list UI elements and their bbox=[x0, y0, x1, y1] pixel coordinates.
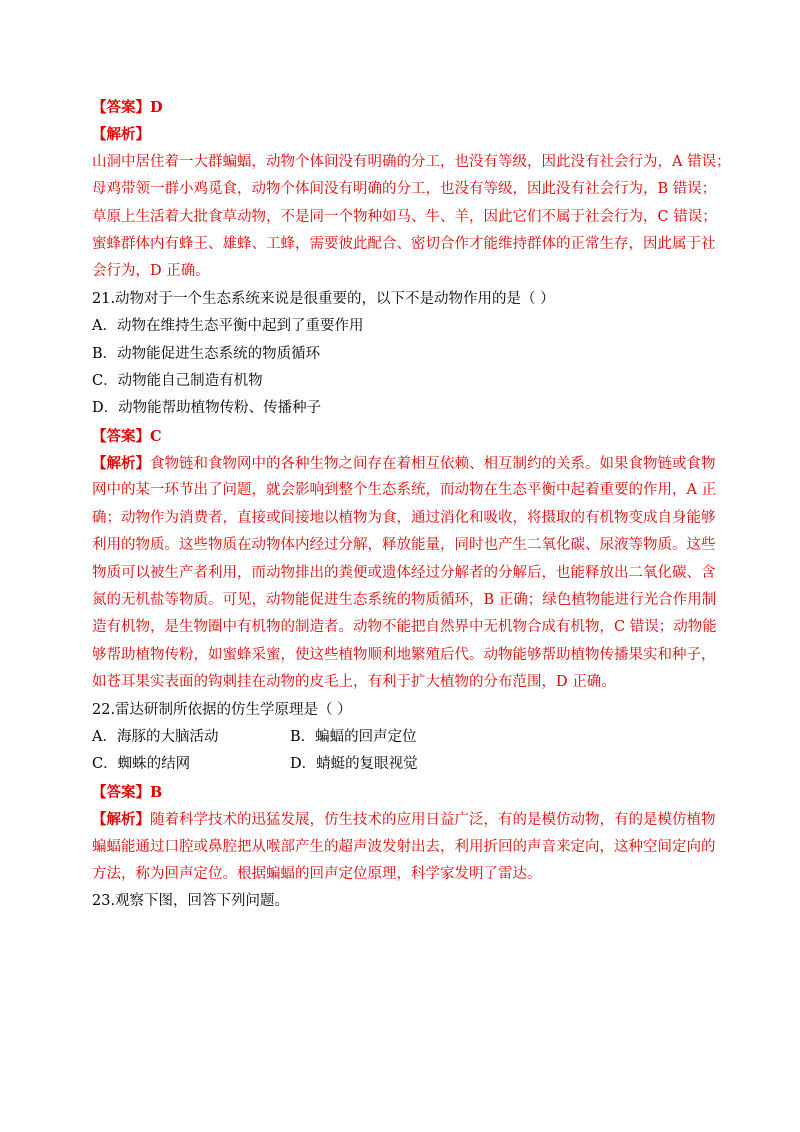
analysis-text: 食物链和食物网中的各种生物之间存在着相互依赖、相互制约的关系。如果食物链或食物 bbox=[150, 456, 716, 473]
q21-analysis-line: 氮的无机盐等物质。可见，动物能促进生态系统的物质循环，B 正确；绿色植物能进行光合作用制 bbox=[92, 592, 717, 609]
analysis-label: 【解析】 bbox=[92, 811, 150, 829]
q20-analysis-line: 会行为，D 正确。 bbox=[92, 263, 210, 280]
q21-stem: 21.动物对于一个生态系统来说是很重要的，以下不是动物作用的是（ ） bbox=[92, 290, 555, 307]
answer-value: D bbox=[150, 99, 163, 116]
q21-analysis-line: 网中的某一环节出了问题，就会影响到整个生态系统，而动物在生态平衡中起着重要的作用，A 正 bbox=[92, 482, 717, 499]
q21-analysis-line: 够帮助植物传粉，如蜜蜂采蜜，使这些植物顺利地繁殖后代。动物能够帮助植物传播果实和种子， bbox=[92, 646, 716, 663]
document-page bbox=[92, 94, 731, 916]
q22-option-c: C．蜘蛛的结网 bbox=[92, 756, 191, 773]
analysis-text: 随着科学技术的迅猛发展，仿生技术的应用日益广泛，有的是模仿动物，有的是模仿植物 bbox=[150, 812, 716, 829]
q22-options-row bbox=[92, 751, 722, 778]
q21-option-d: D．动物能帮助植物传粉、传播种子 bbox=[92, 400, 322, 417]
q22-option-d: D．蜻蜓的复眼视觉 bbox=[290, 756, 418, 773]
answer-value: B bbox=[150, 783, 163, 801]
q20-analysis-line: 山洞中居住着一大群蝙蝠，动物个体间没有明确的分工，也没有等级，因此没有社会行为，A 错误； bbox=[92, 153, 731, 170]
q22-analysis-first bbox=[92, 806, 722, 833]
analysis-label: 【解析】 bbox=[92, 455, 150, 473]
answer-label: 【答案】 bbox=[92, 99, 150, 116]
q21-analysis-line: 如苍耳果实表面的钩刺挂在动物的皮毛上，有利于扩大植物的分布范围，D 正确。 bbox=[92, 674, 616, 691]
q21-option-b: B．动物能促进生态系统的物质循环 bbox=[92, 345, 321, 362]
q22-stem: 22.雷达研制所依据的仿生学原理是（ ） bbox=[92, 701, 352, 718]
answer-value: C bbox=[150, 427, 162, 445]
q20-analysis-line: 蜜蜂群体内有蜂王、雄蜂、工蜂，需要彼此配合、密切合作才能维持群体的正常生存，因此属于社 bbox=[92, 235, 716, 252]
q21-option-a: A．动物在维持生态平衡中起到了重要作用 bbox=[92, 318, 364, 335]
q22-analysis-line: 方法，称为回声定位。根据蝙蝠的回声定位原理，科学家发明了雷达。 bbox=[92, 865, 542, 882]
q20-analysis-label: 【解析】 bbox=[92, 126, 150, 144]
q20-analysis-line: 草原上生活着大批食草动物，不是同一个物种如马、牛、羊，因此它们不属于社会行为，C 错误； bbox=[92, 208, 717, 225]
q21-answer bbox=[92, 423, 722, 450]
q21-analysis-first bbox=[92, 450, 722, 477]
answer-label: 【答案】 bbox=[92, 783, 150, 801]
q20-analysis-line: 母鸡带领一群小鸡觅食，动物个体间没有明确的分工，也没有等级，因此没有社会行为，B 错误； bbox=[92, 181, 717, 198]
q21-analysis-line: 造有机物，是生物圈中有机物的制造者。动物不能把自然界中无机物合成有机物，C 错误；动物能 bbox=[92, 619, 717, 636]
q22-option-b: B．蝙蝠的回声定位 bbox=[290, 728, 417, 745]
q21-option-c: C．动物能自己制造有机物 bbox=[92, 372, 263, 389]
q22-answer bbox=[92, 779, 722, 806]
q21-analysis-line: 物质可以被生产者利用，而动物排出的粪便或遗体经过分解者的分解后，也能释放出二氧化碳、含 bbox=[92, 564, 716, 581]
q21-analysis-line: 确；动物作为消费者，直接或间接地以植物为食，通过消化和吸收，将摄取的有机物变成自身能够 bbox=[92, 509, 716, 526]
answer-label: 【答案】 bbox=[92, 427, 150, 445]
q23-stem: 23.观察下图，回答下列问题。 bbox=[92, 893, 290, 910]
q22-options-row bbox=[92, 724, 722, 751]
q21-analysis-line: 利用的物质。这些物质在动物体内经过分解，释放能量，同时也产生二氧化碳、尿液等物质。这些 bbox=[92, 537, 716, 554]
q22-analysis-line: 蝙蝠能通过口腔或鼻腔把从喉部产生的超声波发射出去，利用折回的声音来定向，这种空间定向的 bbox=[92, 838, 716, 855]
q22-option-a: A．海豚的大脑活动 bbox=[92, 728, 219, 745]
q20-answer bbox=[92, 94, 722, 121]
